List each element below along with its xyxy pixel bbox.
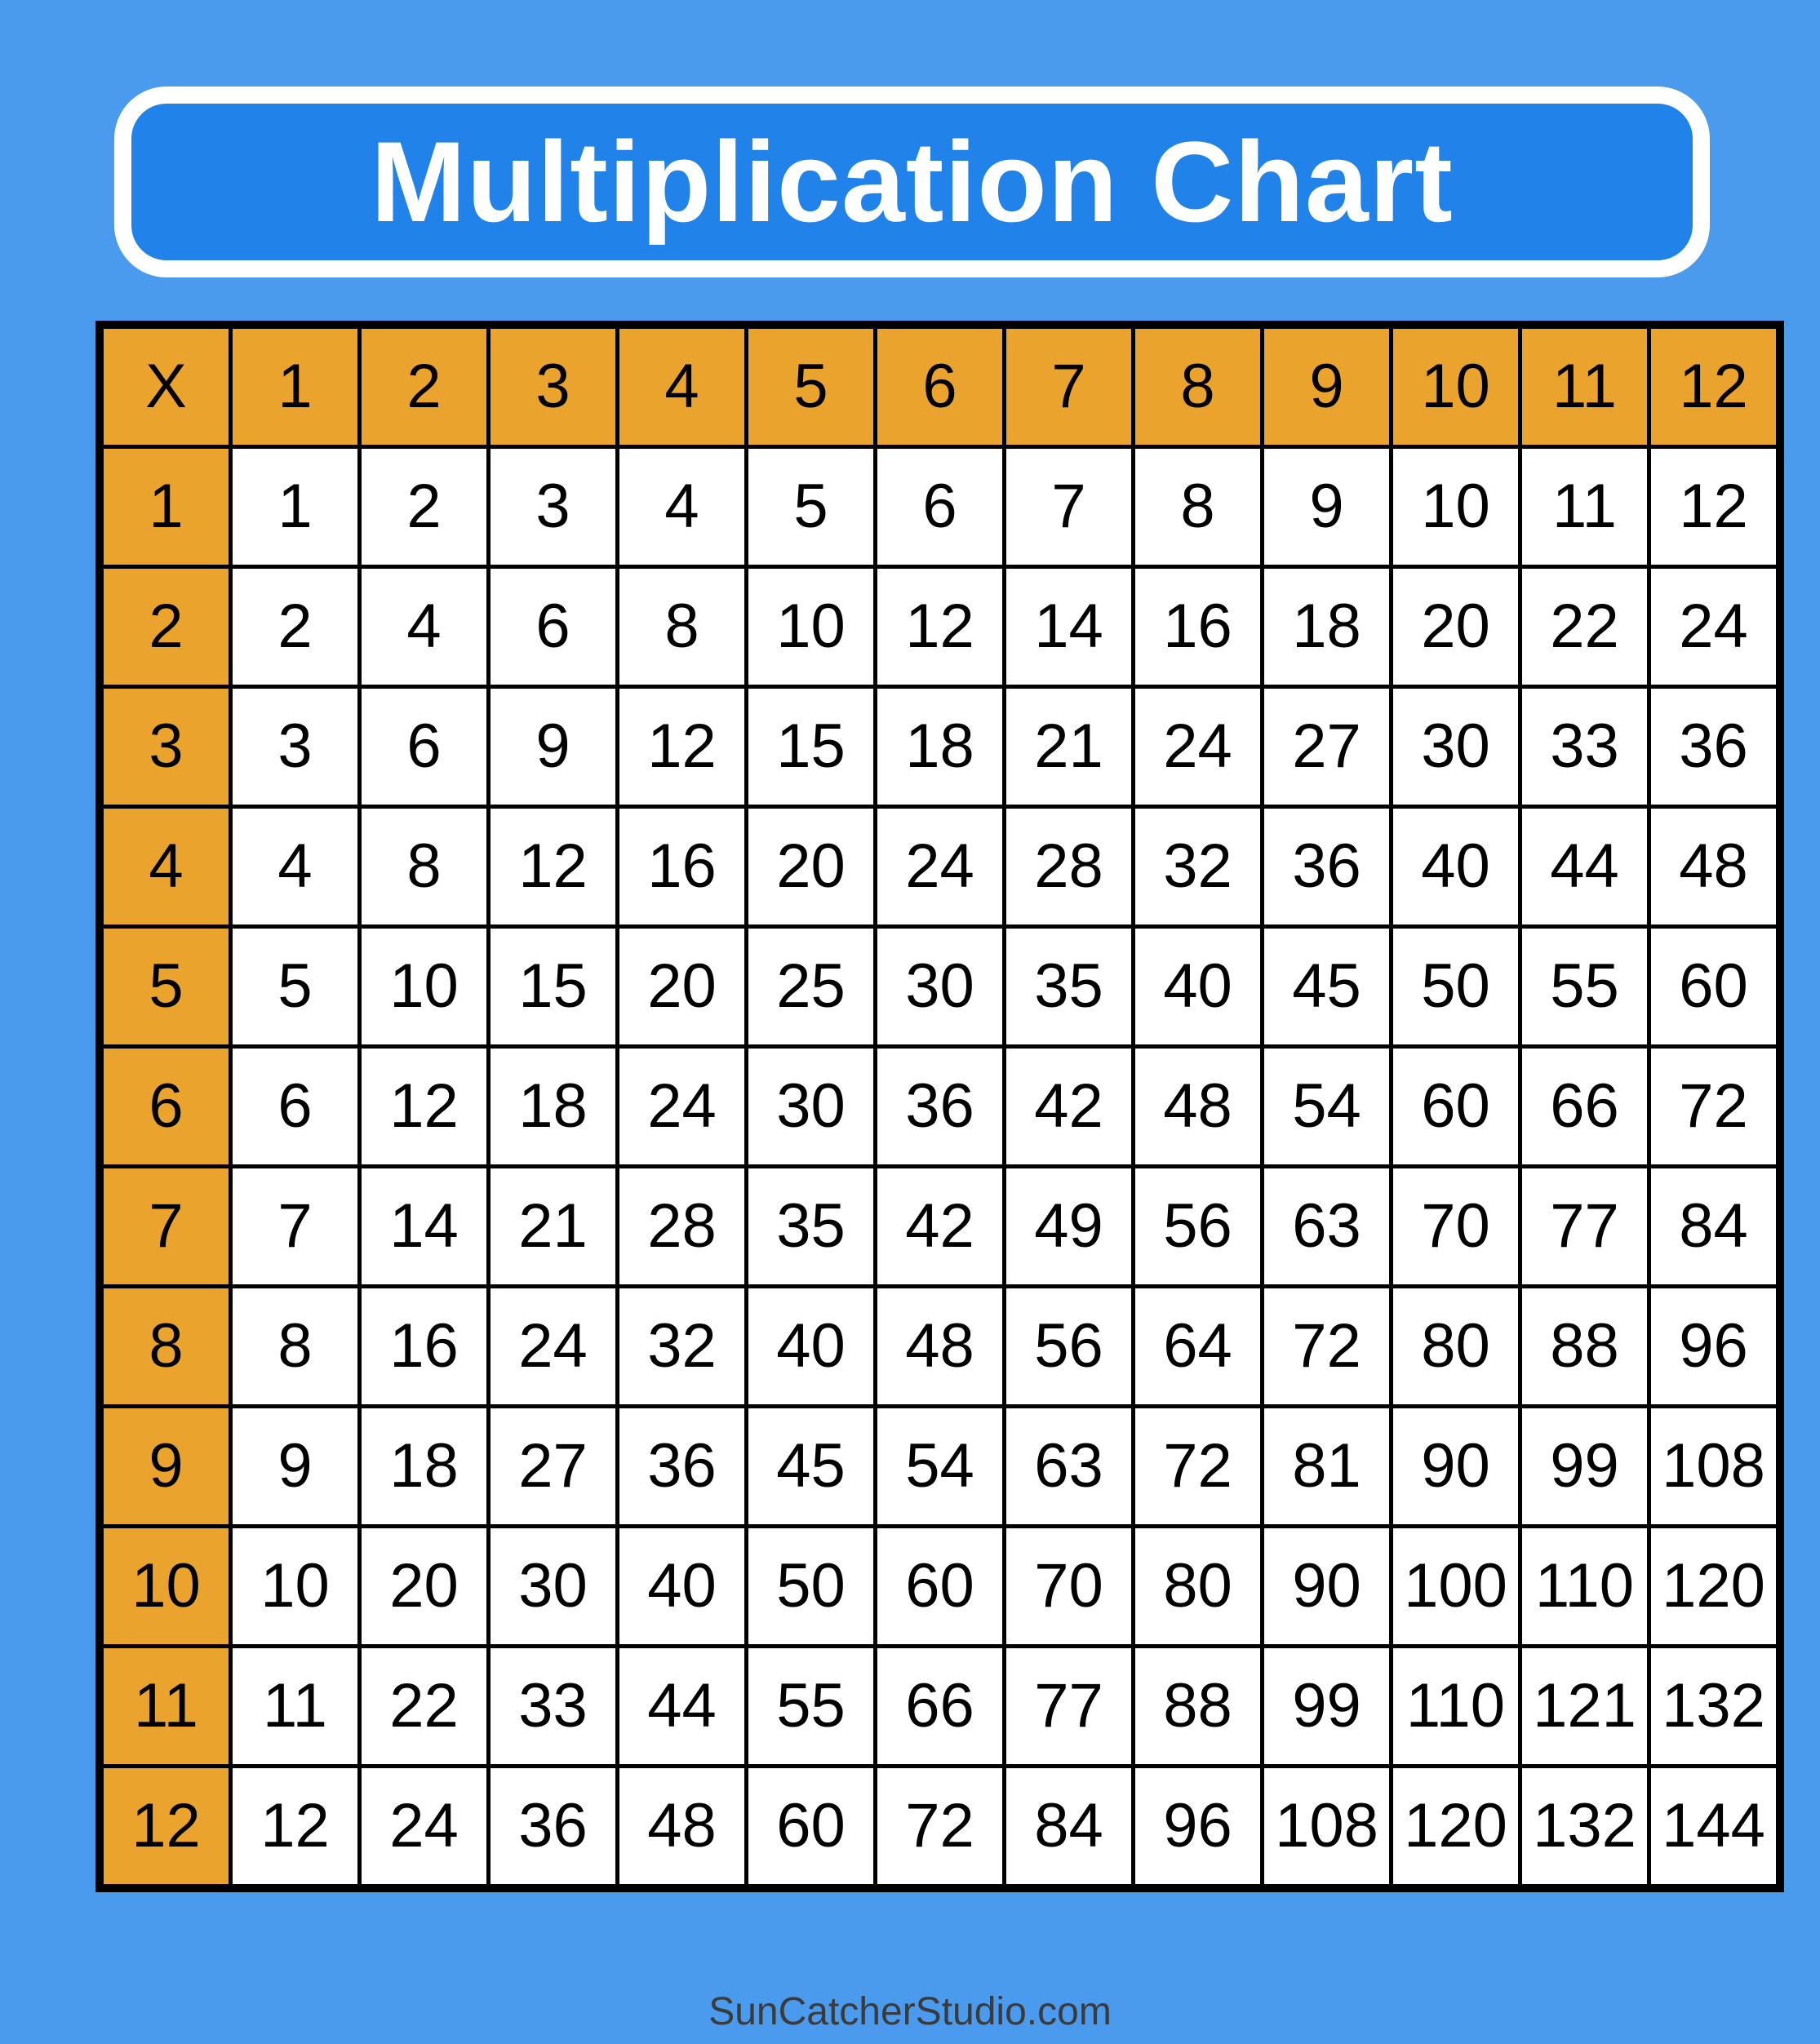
product-cell: 12 bbox=[360, 1047, 489, 1167]
product-cell: 63 bbox=[1263, 1167, 1392, 1287]
product-cell: 36 bbox=[1263, 807, 1392, 927]
product-cell: 5 bbox=[747, 447, 876, 567]
product-cell: 24 bbox=[489, 1287, 618, 1407]
table-row bbox=[100, 1167, 1780, 1287]
column-header: 9 bbox=[1263, 325, 1392, 447]
product-cell: 16 bbox=[618, 807, 747, 927]
product-cell: 10 bbox=[747, 567, 876, 687]
product-cell: 24 bbox=[876, 807, 1005, 927]
product-cell: 132 bbox=[1649, 1647, 1781, 1767]
page-title: Multiplication Chart bbox=[371, 117, 1454, 246]
product-cell: 30 bbox=[876, 927, 1005, 1047]
product-cell: 8 bbox=[618, 567, 747, 687]
product-cell: 22 bbox=[1520, 567, 1649, 687]
product-cell: 20 bbox=[618, 927, 747, 1047]
product-cell: 7 bbox=[231, 1167, 360, 1287]
product-cell: 14 bbox=[360, 1167, 489, 1287]
product-cell: 10 bbox=[360, 927, 489, 1047]
product-cell: 16 bbox=[1134, 567, 1263, 687]
product-cell: 32 bbox=[618, 1287, 747, 1407]
table-row bbox=[100, 567, 1780, 687]
product-cell: 42 bbox=[876, 1167, 1005, 1287]
table-header-row bbox=[100, 325, 1780, 447]
product-cell: 121 bbox=[1520, 1647, 1649, 1767]
product-cell: 49 bbox=[1005, 1167, 1134, 1287]
product-cell: 6 bbox=[489, 567, 618, 687]
product-cell: 90 bbox=[1263, 1527, 1392, 1647]
product-cell: 55 bbox=[1520, 927, 1649, 1047]
product-cell: 8 bbox=[1134, 447, 1263, 567]
column-header: 5 bbox=[747, 325, 876, 447]
row-header: 2 bbox=[100, 567, 231, 687]
product-cell: 96 bbox=[1649, 1287, 1781, 1407]
product-cell: 33 bbox=[1520, 687, 1649, 807]
product-cell: 60 bbox=[876, 1527, 1005, 1647]
product-cell: 36 bbox=[876, 1047, 1005, 1167]
row-header: 1 bbox=[100, 447, 231, 567]
product-cell: 6 bbox=[231, 1047, 360, 1167]
product-cell: 56 bbox=[1005, 1287, 1134, 1407]
product-cell: 40 bbox=[618, 1527, 747, 1647]
product-cell: 48 bbox=[876, 1287, 1005, 1407]
product-cell: 44 bbox=[1520, 807, 1649, 927]
product-cell: 6 bbox=[360, 687, 489, 807]
product-cell: 45 bbox=[747, 1407, 876, 1527]
product-cell: 80 bbox=[1134, 1527, 1263, 1647]
product-cell: 8 bbox=[360, 807, 489, 927]
table-row bbox=[100, 1767, 1780, 1889]
product-cell: 11 bbox=[231, 1647, 360, 1767]
column-header: 7 bbox=[1005, 325, 1134, 447]
product-cell: 48 bbox=[1649, 807, 1781, 927]
row-header: 11 bbox=[100, 1647, 231, 1767]
product-cell: 11 bbox=[1520, 447, 1649, 567]
header-row bbox=[100, 325, 1780, 447]
product-cell: 9 bbox=[231, 1407, 360, 1527]
product-cell: 10 bbox=[1392, 447, 1520, 567]
product-cell: 72 bbox=[1649, 1047, 1781, 1167]
product-cell: 66 bbox=[876, 1647, 1005, 1767]
column-header: 12 bbox=[1649, 325, 1781, 447]
product-cell: 4 bbox=[231, 807, 360, 927]
product-cell: 8 bbox=[231, 1287, 360, 1407]
product-cell: 45 bbox=[1263, 927, 1392, 1047]
column-header: 2 bbox=[360, 325, 489, 447]
product-cell: 14 bbox=[1005, 567, 1134, 687]
product-cell: 60 bbox=[1392, 1047, 1520, 1167]
product-cell: 20 bbox=[360, 1527, 489, 1647]
product-cell: 21 bbox=[489, 1167, 618, 1287]
column-header: 10 bbox=[1392, 325, 1520, 447]
product-cell: 99 bbox=[1520, 1407, 1649, 1527]
product-cell: 18 bbox=[876, 687, 1005, 807]
product-cell: 36 bbox=[489, 1767, 618, 1889]
product-cell: 5 bbox=[231, 927, 360, 1047]
table-row bbox=[100, 1287, 1780, 1407]
corner-cell: X bbox=[100, 325, 231, 447]
product-cell: 70 bbox=[1005, 1527, 1134, 1647]
table-row bbox=[100, 1647, 1780, 1767]
product-cell: 50 bbox=[1392, 927, 1520, 1047]
product-cell: 21 bbox=[1005, 687, 1134, 807]
table-row bbox=[100, 1047, 1780, 1167]
column-header: 8 bbox=[1134, 325, 1263, 447]
product-cell: 63 bbox=[1005, 1407, 1134, 1527]
product-cell: 88 bbox=[1134, 1647, 1263, 1767]
column-header: 3 bbox=[489, 325, 618, 447]
product-cell: 48 bbox=[1134, 1047, 1263, 1167]
product-cell: 30 bbox=[1392, 687, 1520, 807]
product-cell: 84 bbox=[1649, 1167, 1781, 1287]
row-header: 4 bbox=[100, 807, 231, 927]
row-header: 12 bbox=[100, 1767, 231, 1889]
product-cell: 20 bbox=[747, 807, 876, 927]
product-cell: 6 bbox=[876, 447, 1005, 567]
product-cell: 9 bbox=[1263, 447, 1392, 567]
product-cell: 28 bbox=[1005, 807, 1134, 927]
product-cell: 24 bbox=[1134, 687, 1263, 807]
product-cell: 32 bbox=[1134, 807, 1263, 927]
product-cell: 27 bbox=[1263, 687, 1392, 807]
product-cell: 72 bbox=[1134, 1407, 1263, 1527]
product-cell: 96 bbox=[1134, 1767, 1263, 1889]
row-header: 6 bbox=[100, 1047, 231, 1167]
row-header: 7 bbox=[100, 1167, 231, 1287]
row-header: 3 bbox=[100, 687, 231, 807]
product-cell: 120 bbox=[1392, 1767, 1520, 1889]
product-cell: 12 bbox=[489, 807, 618, 927]
product-cell: 35 bbox=[1005, 927, 1134, 1047]
product-cell: 4 bbox=[360, 567, 489, 687]
product-cell: 35 bbox=[747, 1167, 876, 1287]
product-cell: 40 bbox=[747, 1287, 876, 1407]
product-cell: 56 bbox=[1134, 1167, 1263, 1287]
product-cell: 30 bbox=[747, 1047, 876, 1167]
row-header: 8 bbox=[100, 1287, 231, 1407]
row-header: 10 bbox=[100, 1527, 231, 1647]
table-row bbox=[100, 927, 1780, 1047]
product-cell: 22 bbox=[360, 1647, 489, 1767]
product-cell: 88 bbox=[1520, 1287, 1649, 1407]
column-header: 4 bbox=[618, 325, 747, 447]
product-cell: 10 bbox=[231, 1527, 360, 1647]
product-cell: 110 bbox=[1392, 1647, 1520, 1767]
product-cell: 20 bbox=[1392, 567, 1520, 687]
product-cell: 77 bbox=[1520, 1167, 1649, 1287]
product-cell: 100 bbox=[1392, 1527, 1520, 1647]
multiplication-table bbox=[95, 321, 1784, 1892]
product-cell: 80 bbox=[1392, 1287, 1520, 1407]
product-cell: 25 bbox=[747, 927, 876, 1047]
table-row bbox=[100, 1527, 1780, 1647]
product-cell: 12 bbox=[618, 687, 747, 807]
product-cell: 81 bbox=[1263, 1407, 1392, 1527]
row-header: 5 bbox=[100, 927, 231, 1047]
product-cell: 3 bbox=[231, 687, 360, 807]
product-cell: 24 bbox=[1649, 567, 1781, 687]
product-cell: 66 bbox=[1520, 1047, 1649, 1167]
product-cell: 40 bbox=[1134, 927, 1263, 1047]
product-cell: 120 bbox=[1649, 1527, 1781, 1647]
product-cell: 54 bbox=[1263, 1047, 1392, 1167]
row-header: 9 bbox=[100, 1407, 231, 1527]
product-cell: 2 bbox=[360, 447, 489, 567]
column-header: 6 bbox=[876, 325, 1005, 447]
product-cell: 44 bbox=[618, 1647, 747, 1767]
product-cell: 15 bbox=[489, 927, 618, 1047]
product-cell: 144 bbox=[1649, 1767, 1781, 1889]
product-cell: 36 bbox=[1649, 687, 1781, 807]
product-cell: 84 bbox=[1005, 1767, 1134, 1889]
product-cell: 12 bbox=[876, 567, 1005, 687]
product-cell: 108 bbox=[1263, 1767, 1392, 1889]
product-cell: 55 bbox=[747, 1647, 876, 1767]
product-cell: 36 bbox=[618, 1407, 747, 1527]
table-row bbox=[100, 447, 1780, 567]
product-cell: 18 bbox=[1263, 567, 1392, 687]
product-cell: 16 bbox=[360, 1287, 489, 1407]
product-cell: 72 bbox=[1263, 1287, 1392, 1407]
product-cell: 4 bbox=[618, 447, 747, 567]
table-row bbox=[100, 687, 1780, 807]
product-cell: 60 bbox=[747, 1767, 876, 1889]
product-cell: 18 bbox=[360, 1407, 489, 1527]
product-cell: 40 bbox=[1392, 807, 1520, 927]
product-cell: 77 bbox=[1005, 1647, 1134, 1767]
product-cell: 12 bbox=[231, 1767, 360, 1889]
table-body bbox=[100, 447, 1780, 1889]
product-cell: 30 bbox=[489, 1527, 618, 1647]
product-cell: 9 bbox=[489, 687, 618, 807]
product-cell: 12 bbox=[1649, 447, 1781, 567]
column-header: 1 bbox=[231, 325, 360, 447]
product-cell: 99 bbox=[1263, 1647, 1392, 1767]
product-cell: 90 bbox=[1392, 1407, 1520, 1527]
product-cell: 1 bbox=[231, 447, 360, 567]
column-header: 11 bbox=[1520, 325, 1649, 447]
product-cell: 70 bbox=[1392, 1167, 1520, 1287]
product-cell: 64 bbox=[1134, 1287, 1263, 1407]
product-cell: 132 bbox=[1520, 1767, 1649, 1889]
product-cell: 7 bbox=[1005, 447, 1134, 567]
table-row bbox=[100, 1407, 1780, 1527]
product-cell: 60 bbox=[1649, 927, 1781, 1047]
product-cell: 42 bbox=[1005, 1047, 1134, 1167]
product-cell: 50 bbox=[747, 1527, 876, 1647]
table-row bbox=[100, 807, 1780, 927]
product-cell: 110 bbox=[1520, 1527, 1649, 1647]
product-cell: 72 bbox=[876, 1767, 1005, 1889]
product-cell: 28 bbox=[618, 1167, 747, 1287]
product-cell: 27 bbox=[489, 1407, 618, 1527]
product-cell: 18 bbox=[489, 1047, 618, 1167]
footer-credit: SunCatcherStudio.com bbox=[708, 1990, 1112, 2033]
product-cell: 3 bbox=[489, 447, 618, 567]
title-banner bbox=[114, 86, 1710, 277]
product-cell: 15 bbox=[747, 687, 876, 807]
product-cell: 54 bbox=[876, 1407, 1005, 1527]
product-cell: 33 bbox=[489, 1647, 618, 1767]
product-cell: 108 bbox=[1649, 1407, 1781, 1527]
product-cell: 24 bbox=[618, 1047, 747, 1167]
product-cell: 24 bbox=[360, 1767, 489, 1889]
product-cell: 48 bbox=[618, 1767, 747, 1889]
product-cell: 2 bbox=[231, 567, 360, 687]
